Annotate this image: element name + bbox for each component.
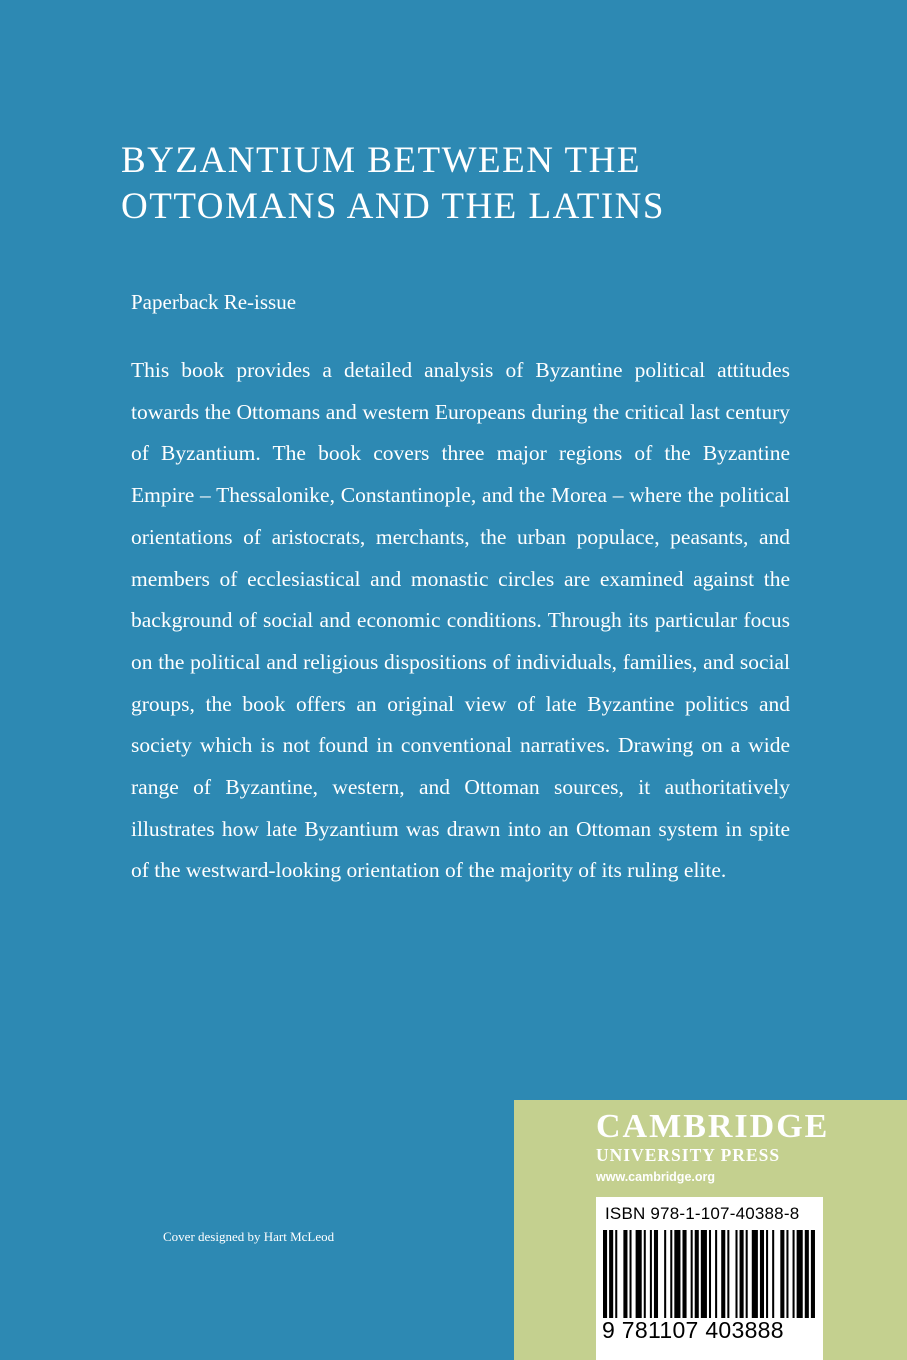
publisher-url: www.cambridge.org xyxy=(596,1170,716,1184)
book-description: This book provides a detailed analysis of Byzantine political attitudes towards the Ottomans and western Europeans during the critical last century of Byzantium. The book covers three major regions of the Byzantine Empire – Thessalonike, Constantinople, and the Morea – where the political orientations of aristocrats, merchants, the urban populace, peasants, and members of ecclesiastical and monastic circles are examined against the background of social and economic conditions. Through its particular focus on the political and religious dispositions of individuals, families, and social groups, the book offers an original view of late Byzantine politics and society which is not found in conventional narratives. Drawing on a wide range of Byzantine, western, and Ottoman sources, it authoritatively illustrates how late Byzantium was drawn into an Ottoman system in spite of the westward-looking orientation of the majority of its ruling elite. xyxy=(131,358,790,883)
book-title-line-1: BYZANTIUM BETWEEN THE xyxy=(121,140,641,181)
book-title xyxy=(121,138,861,230)
barcode-icon xyxy=(603,1230,817,1318)
barcode-digits: 9 781107 403888 xyxy=(602,1317,784,1343)
publisher-panel xyxy=(514,1100,907,1360)
publisher-name: CAMBRIDGE xyxy=(596,1108,830,1145)
publisher-press: UNIVERSITY PRESS xyxy=(596,1145,781,1165)
book-title-line-2: OTTOMANS AND THE LATINS xyxy=(121,186,665,227)
barcode-panel xyxy=(596,1197,823,1360)
isbn-label: ISBN 978-1-107-40388-8 xyxy=(605,1204,800,1223)
cover-designer-credit: Cover designed by Hart McLeod xyxy=(163,1229,335,1244)
edition-label: Paperback Re-issue xyxy=(131,290,297,314)
